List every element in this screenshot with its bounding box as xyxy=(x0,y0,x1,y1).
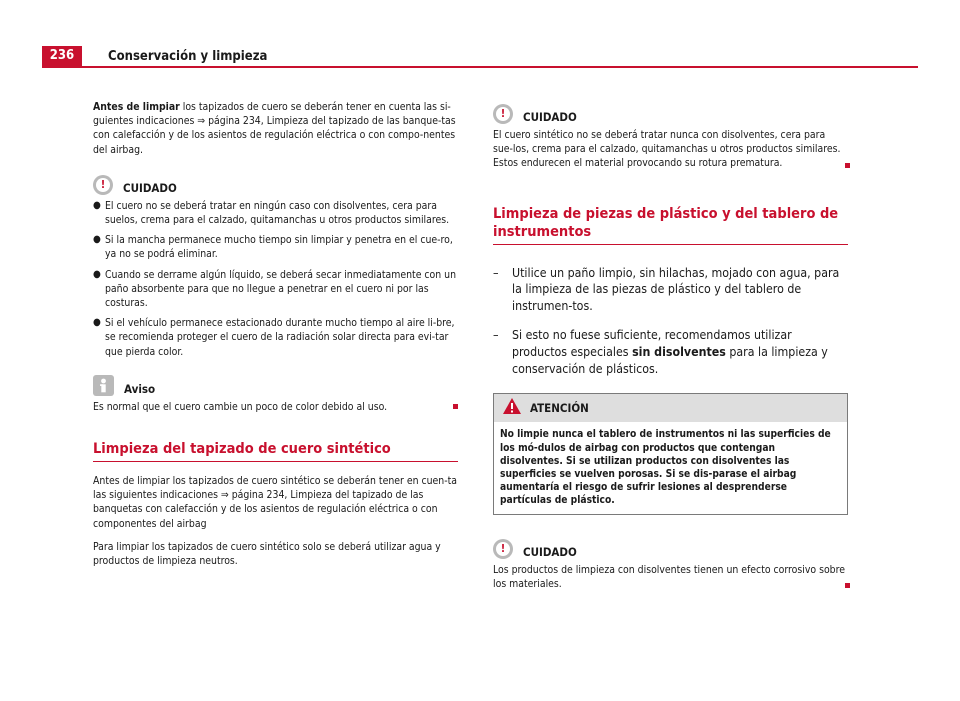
cuidado-text: Los productos de limpieza con disolventes tienen un efecto corrosivo sobre los materiales. xyxy=(493,563,845,590)
end-marker xyxy=(453,404,458,409)
info-person-icon xyxy=(93,375,114,396)
section-synthetic-leather xyxy=(93,440,458,568)
bullet-icon: ● xyxy=(93,317,101,329)
cuidado-label: CUIDADO xyxy=(523,110,577,124)
bullet-icon: ● xyxy=(93,268,101,280)
aviso-note xyxy=(93,375,458,414)
exclamation-circle-icon: ! xyxy=(493,104,513,124)
intro-text: los tapizados de cuero se deberán tener en cuenta las si-guientes indicaciones ⇒ página 234, Limpieza del tapizado de las banque-tas con calefacción y de los asientos de regulación eléctrica o con compo-nentes del airbag. xyxy=(93,101,456,156)
page-number: 236 xyxy=(42,46,82,66)
atencion-text: No limpie nunca el tablero de instrumentos ni las superficies de los mó-dulos de airbag con productos que contengan disolventes. Si se utilizan productos con disolventes las superficies se vuelven porosas. Si se dis-parase el airbag aumentaría el riesgo de sufrir lesiones al desprenderse partículas de plástico. xyxy=(500,429,831,507)
right-column xyxy=(493,104,848,591)
dash-marker: – xyxy=(493,265,499,280)
end-marker xyxy=(845,163,850,168)
cuidado-heading xyxy=(493,539,848,559)
section-plastics xyxy=(493,205,848,591)
warning-triangle-icon xyxy=(502,397,522,419)
aviso-text: Es normal que el cuero cambie un poco de color debido al uso. xyxy=(93,400,388,413)
list-item: ● El cuero no se deberá tratar en ningún caso con disolventes, cera para suelos, crema para el calzado, quitamanchas u otros productos similares. xyxy=(93,199,450,227)
section-title: Limpieza de piezas de plástico y del tablero de instrumentos xyxy=(493,205,848,245)
exclamation-circle-icon: ! xyxy=(93,175,113,195)
intro-lead: Antes de limpiar xyxy=(93,101,180,113)
section-paragraph: Antes de limpiar los tapizados de cuero sintético se deberán tener en cuen-ta las siguientes indicaciones ⇒ página 234, Limpieza del tapizado de las banquetas con calefacción y de los asientos de regulación eléctrica o con componentes del airbag xyxy=(93,475,457,530)
cuidado-heading xyxy=(93,175,458,195)
atencion-box xyxy=(493,393,848,514)
list-item: ● Si la mancha permanece mucho tiempo sin limpiar y penetra en el cue-ro, ya no se podrá eliminar. xyxy=(93,234,453,261)
page-title: Conservación y limpieza xyxy=(108,49,268,64)
aviso-label: Aviso xyxy=(124,381,156,396)
cuidado-text: El cuero sintético no se deberá tratar nunca con disolventes, cera para sue-los, crema para el calzado, quitamanchas u otros productos similares. Estos endurecen el material provocando su rotura prematura. xyxy=(493,129,841,170)
cuidado-label: CUIDADO xyxy=(123,180,177,195)
section-title: Limpieza del tapizado de cuero sintético xyxy=(93,440,458,462)
bullet-icon: ● xyxy=(93,234,101,246)
list-item: – Utilice un paño limpio, sin hilachas, mojado con agua, para la limpieza de las piezas de plástico y del tablero de instrumen-tos. xyxy=(493,265,840,314)
header-rule xyxy=(42,66,918,68)
bullet-icon: ● xyxy=(93,199,101,211)
dash-marker: – xyxy=(493,328,499,342)
end-marker xyxy=(845,583,850,588)
cuidado-note-leather xyxy=(93,175,458,359)
aviso-heading xyxy=(93,375,458,396)
atencion-label: ATENCIÓN xyxy=(530,401,589,416)
list-item: ● Si el vehículo permanece estacionado durante mucho tiempo al aire li-bre, se recomienda proteger el cuero de la radiación solar directa para evi-tar que pierda color. xyxy=(93,317,455,358)
intro-paragraph xyxy=(93,100,458,157)
exclamation-circle-icon: ! xyxy=(493,539,513,559)
cuidado-label: CUIDADO xyxy=(523,544,577,559)
atencion-heading xyxy=(494,394,847,422)
list-item: – Si esto no fuese suficiente, recomendamos utilizar productos especiales sin disolventes para la limpieza y conservación de plásticos. xyxy=(493,328,828,376)
cuidado-note-synthetic xyxy=(493,104,848,171)
section-paragraph: Para limpiar los tapizados de cuero sintético solo se deberá utilizar agua y productos de limpieza neutros. xyxy=(93,540,441,568)
cuidado-heading xyxy=(493,104,848,124)
cuidado-note-solvents xyxy=(493,539,848,591)
left-column xyxy=(93,100,458,577)
list-item: ● Cuando se derrame algún líquido, se deberá secar inmediatamente con un paño absorbente para que no llegue a penetrar en el cuero ni por las costuras. xyxy=(93,268,457,310)
